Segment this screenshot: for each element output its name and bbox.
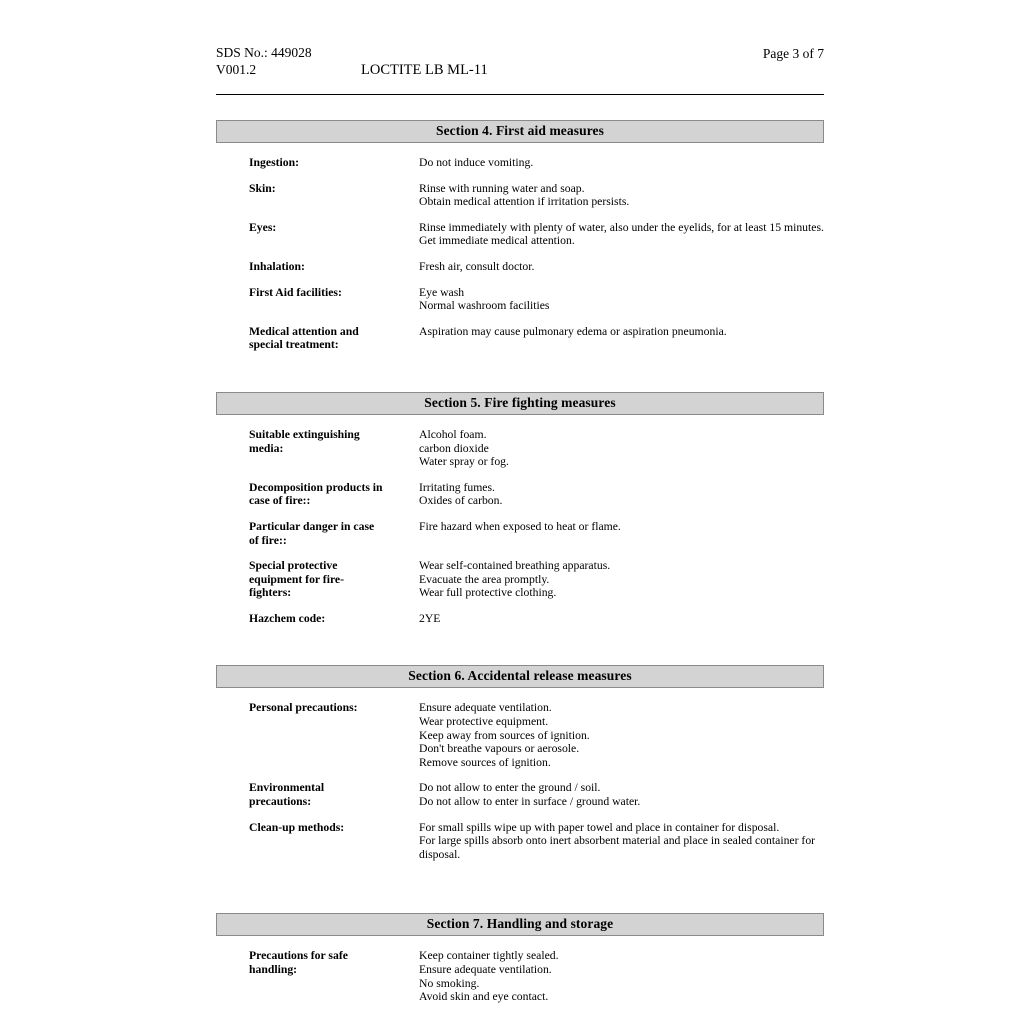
row-value: Wear self-contained breathing apparatus. Evacuate the area promptly. Wear full protective clothing.: [419, 559, 611, 600]
page-header: [216, 44, 824, 90]
row-value: Ensure adequate ventilation. Wear protective equipment. Keep away from sources of ignition. Don't breathe vapours or aerosole. Remove sources of ignition.: [419, 701, 590, 769]
row-label: Medical attention and special treatment:: [249, 324, 359, 352]
row-label: Clean-up methods:: [249, 820, 345, 834]
row-value: Do not induce vomiting.: [419, 156, 534, 169]
row-medical-attention: [216, 325, 824, 352]
row-label: Decomposition products in case of fire::: [249, 480, 383, 508]
section-header-7: Section 7. Handling and storage: [216, 913, 824, 936]
row-label: Special protective equipment for fire-fighters:: [249, 559, 345, 600]
row-ingestion: [216, 156, 824, 170]
row-label: Inhalation:: [249, 259, 305, 273]
row-value: Rinse immediately with plenty of water, also under the eyelids, for at least 15 minutes. Get immediate medical attention.: [419, 220, 824, 248]
product-name: LOCTITE LB ML-11: [361, 62, 488, 78]
row-inhalation: [216, 260, 824, 274]
header-divider: [216, 94, 824, 95]
sds-number-line1: SDS No.: 449028: [216, 45, 312, 60]
section-header-6: Section 6. Accidental release measures: [216, 665, 824, 688]
section-7-rows: [216, 949, 824, 1003]
row-label: First Aid facilities:: [249, 285, 342, 299]
row-value: Rinse with running water and soap. Obtain medical attention if irritation persists.: [419, 181, 630, 209]
section-6-rows: [216, 701, 824, 861]
row-value: For small spills wipe up with paper towel and place in container for disposal. For large spills absorb onto inert absorbent material and place in sealed container for disposal.: [419, 820, 816, 861]
row-particular-danger: [216, 520, 824, 547]
row-label: Environmental precautions:: [249, 781, 325, 809]
row-value: Do not allow to enter the ground / soil. Do not allow to enter in surface / ground water.: [419, 781, 641, 809]
row-decomposition-products: [216, 481, 824, 508]
page-number: Page 3 of 7: [762, 46, 824, 61]
row-value: 2YE: [419, 611, 441, 625]
row-value: Fresh air, consult doctor.: [419, 259, 535, 273]
row-safe-handling: [216, 949, 824, 1003]
row-eyes: [216, 221, 824, 248]
row-label: Ingestion:: [249, 156, 300, 169]
row-label: Suitable extinguishing media:: [249, 427, 360, 455]
row-label: Personal precautions:: [249, 701, 358, 715]
row-value: Fire hazard when exposed to heat or flame.: [419, 519, 621, 533]
section-4-rows: [216, 156, 824, 352]
row-value: Aspiration may cause pulmonary edema or aspiration pneumonia.: [419, 324, 727, 338]
section-header-5: Section 5. Fire fighting measures: [216, 392, 824, 415]
row-label: Skin:: [249, 181, 276, 195]
row-value: Alcohol foam. carbon dioxide Water spray or fog.: [419, 427, 509, 469]
row-hazchem-code: [216, 612, 824, 626]
row-personal-precautions: [216, 701, 824, 769]
row-label: Eyes:: [249, 220, 277, 234]
row-environmental-precautions: [216, 781, 824, 808]
row-extinguishing-media: [216, 428, 824, 469]
row-cleanup-methods: [216, 821, 824, 862]
row-protective-equipment: [216, 559, 824, 600]
sds-version-line: V001.2: [216, 62, 257, 77]
page-content: [216, 44, 824, 1016]
row-value: Keep container tightly sealed. Ensure adequate ventilation. No smoking. Avoid skin and eye contact.: [419, 949, 559, 1004]
row-label: Particular danger in case of fire::: [249, 519, 375, 547]
row-label: Hazchem code:: [249, 611, 326, 625]
row-first-aid-facilities: [216, 286, 824, 313]
row-value: Eye wash Normal washroom facilities: [419, 285, 550, 313]
sds-number-block: [216, 44, 312, 78]
section-header-4: Section 4. First aid measures: [216, 120, 824, 143]
row-label: Precautions for safe handling:: [249, 949, 348, 976]
section-5-rows: [216, 428, 824, 626]
row-skin: [216, 182, 824, 209]
row-value: Irritating fumes. Oxides of carbon.: [419, 480, 503, 508]
